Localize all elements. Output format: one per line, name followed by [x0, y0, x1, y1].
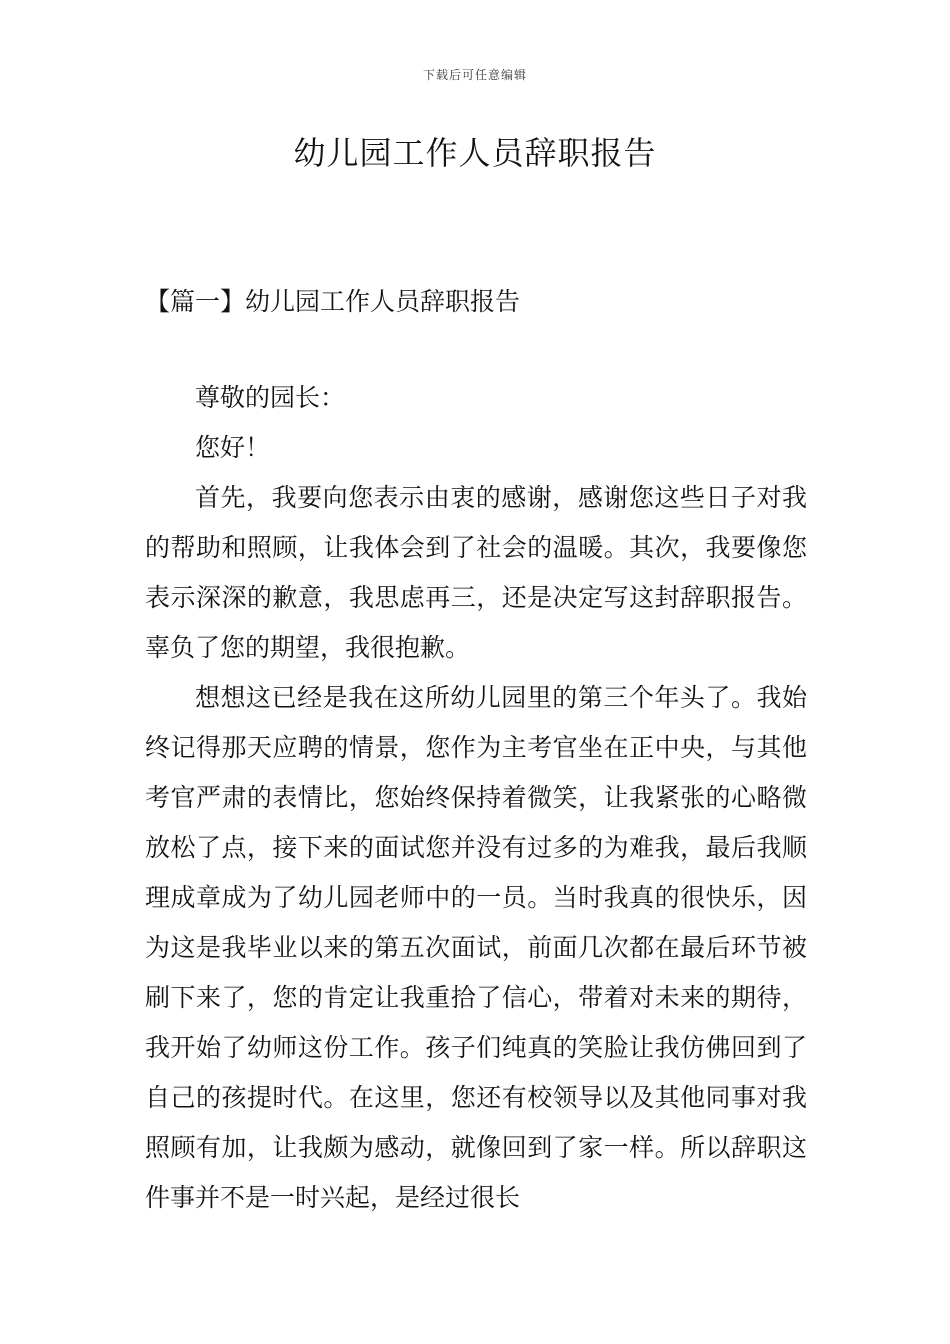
greeting: 您好！: [195, 433, 271, 462]
letter-body: [145, 373, 807, 1223]
document-title: 幼儿园工作人员辞职报告: [293, 134, 657, 172]
paragraph-1: 首先，我要向您表示由衷的感谢，感谢您这些日子对我的帮助和照顾，让我体会到了社会的温暖。其次，我要像您表示深深的歉意，我思虑再三，还是决定写这封辞职报告。辜负了您的期望，我很抱歉。: [145, 483, 807, 662]
salutation: 尊敬的园长：: [195, 383, 346, 412]
paragraph-2: 想想这已经是我在这所幼儿园里的第三个年头了。我始终记得那天应聘的情景，您作为主考官坐在正中央，与其他考官严肃的表情比，您始终保持着微笑，让我紧张的心略微放松了点，接下来的面试您并没有过多的为难我，最后我顺理成章成为了幼儿园老师中的一员。当时我真的很快乐，因为这是我毕业以来的第五次面试，前面几次都在最后环节被刷下来了，您的肯定让我重拾了信心，带着对未来的期待，我开始了幼师这份工作。孩子们纯真的笑脸让我仿佛回到了自己的孩提时代。在这里，您还有校领导以及其他同事对我照顾有加，让我颇为感动，就像回到了家一样。所以辞职这件事并不是一时兴起，是经过很长: [145, 683, 807, 1212]
section-heading: 【篇一】幼儿园工作人员辞职报告: [145, 287, 521, 316]
header-note: 下载后可任意编辑: [422, 68, 527, 82]
